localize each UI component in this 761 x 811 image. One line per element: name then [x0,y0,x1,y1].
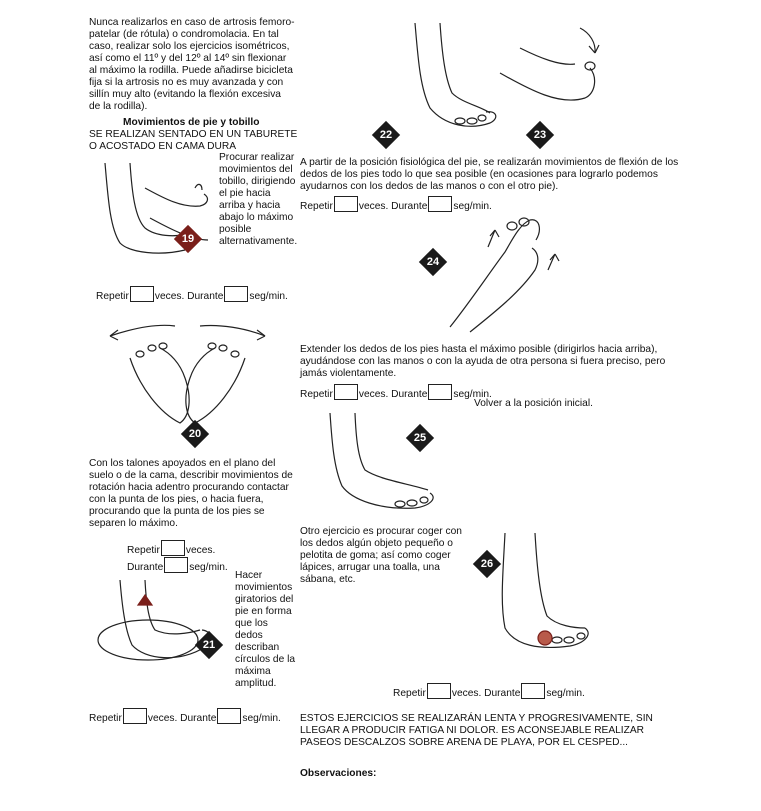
ex19-repeat-input[interactable] [130,286,154,302]
ex25-return-note: Volver a la posición inicial. [474,398,593,409]
ex19-number-badge: 19 [175,226,201,252]
observaciones-label: Observaciones: [300,768,377,779]
intro-paragraph: Nunca realizarlos en caso de artrosis femoro-patelar (de rótula) o condromolacia. En tal caso, realizar solo los ejercicios isométricos, así como el 11º y del 12º al 14º sin flexionar al máximo la rodilla. Puede añadirse bicicleta fija si la artrosis no es muy avanzada y con sillín muy alto (evitando la flexión excesiva de la rodilla). [89,17,295,112]
ex25-repeat-input[interactable] [334,384,358,400]
ex23-number-badge: 23 [527,122,553,148]
ex20-repeat-row: Repetir veces. [127,540,215,557]
ex22-23-feet-illustration [390,18,620,146]
ex21-duration-input[interactable] [217,708,241,724]
ex25-description: Extender los dedos de los pies hasta el máximo posible (dirigirlos hacia arriba), ayudándose con las manos o con la ayuda de otra persona si fuera preciso, pero jamás violentamente. [300,344,666,379]
ex19-description: Procurar realizar movimientos del tobillo, dirigiendo el pie hacia arriba y hacia abajo lo máximo posible alternativamente. [219,152,298,247]
ex26-number-badge: 26 [474,551,500,577]
ex20-feet-illustration [100,318,275,438]
ex20-description: Con los talones apoyados en el plano del suelo o de la cama, describir movimientos de rotación hacia adentro procurando contactar con la punta de los pies, o hacia fuera, procurando que la punta de los pies se separen lo máximo. [89,458,293,529]
ex20-duration-row: Durante seg/min. [127,557,228,574]
ex21-repeat-input[interactable] [123,708,147,724]
ex21-number-badge: 21 [196,632,222,658]
ex24-description: A partir de la posición fisiológica del pie, se realizarán movimientos de flexión de los dedos de los pies todo lo que sea posible (en ocasiones para lograrlo podemos ayudarnos con los dedos de las manos o con el otro pie). [300,157,679,192]
ex21-repeat-row: Repetir veces. Durante seg/min. [89,708,281,725]
ex21-description: Hacer movimientos giratorios del pie en forma que los dedos describan círculos de la máxima amplitud. [235,570,296,689]
ex26-foot-illustration [485,528,605,668]
ex24-foot-illustration [440,212,580,337]
ex26-description: Otro ejercicio es procurar coger con los dedos algún objeto pequeño o pelotita de goma; así como coger lápices, arrugar una toalla, una sábana, etc. [300,526,462,585]
ex25-number-badge: 25 [407,425,433,451]
section-subtitle: SE REALIZAN SENTADO EN UN TABURETE O ACOSTADO EN CAMA DURA [89,129,298,152]
ex19-duration-input[interactable] [224,286,248,302]
ex24-repeat-input[interactable] [334,196,358,212]
ex24-repeat-row: Repetir veces. Durante seg/min. [300,196,492,213]
ex26-repeat-input[interactable] [427,683,451,699]
footer-note: ESTOS EJERCICIOS SE REALIZARÁN LENTA Y PROGRESIVAMENTE, SIN LLEGAR A PRODUCIR FATIGA NI DOLOR. ES ACONSEJABLE REALIZAR PASEOS DESCALZOS SOBRE ARENA DE PLAYA, POR EL CESPED... [300,713,653,748]
ex26-duration-input[interactable] [521,683,545,699]
ex26-repeat-row: Repetir veces. Durante seg/min. [393,683,585,700]
ex22-number-badge: 22 [373,122,399,148]
ex20-repeat-input[interactable] [161,540,185,556]
ex24-number-badge: 24 [420,249,446,275]
section-title: Movimientos de pie y tobillo [123,117,260,128]
ex20-duration-input[interactable] [164,557,188,573]
ex25-repeat-row: Repetir veces. Durante seg/min. [300,384,492,401]
ex20-number-badge: 20 [182,421,208,447]
ex24-duration-input[interactable] [428,196,452,212]
ex25-duration-input[interactable] [428,384,452,400]
ex19-repeat-row: Repetir veces. Durante seg/min. [96,286,288,303]
